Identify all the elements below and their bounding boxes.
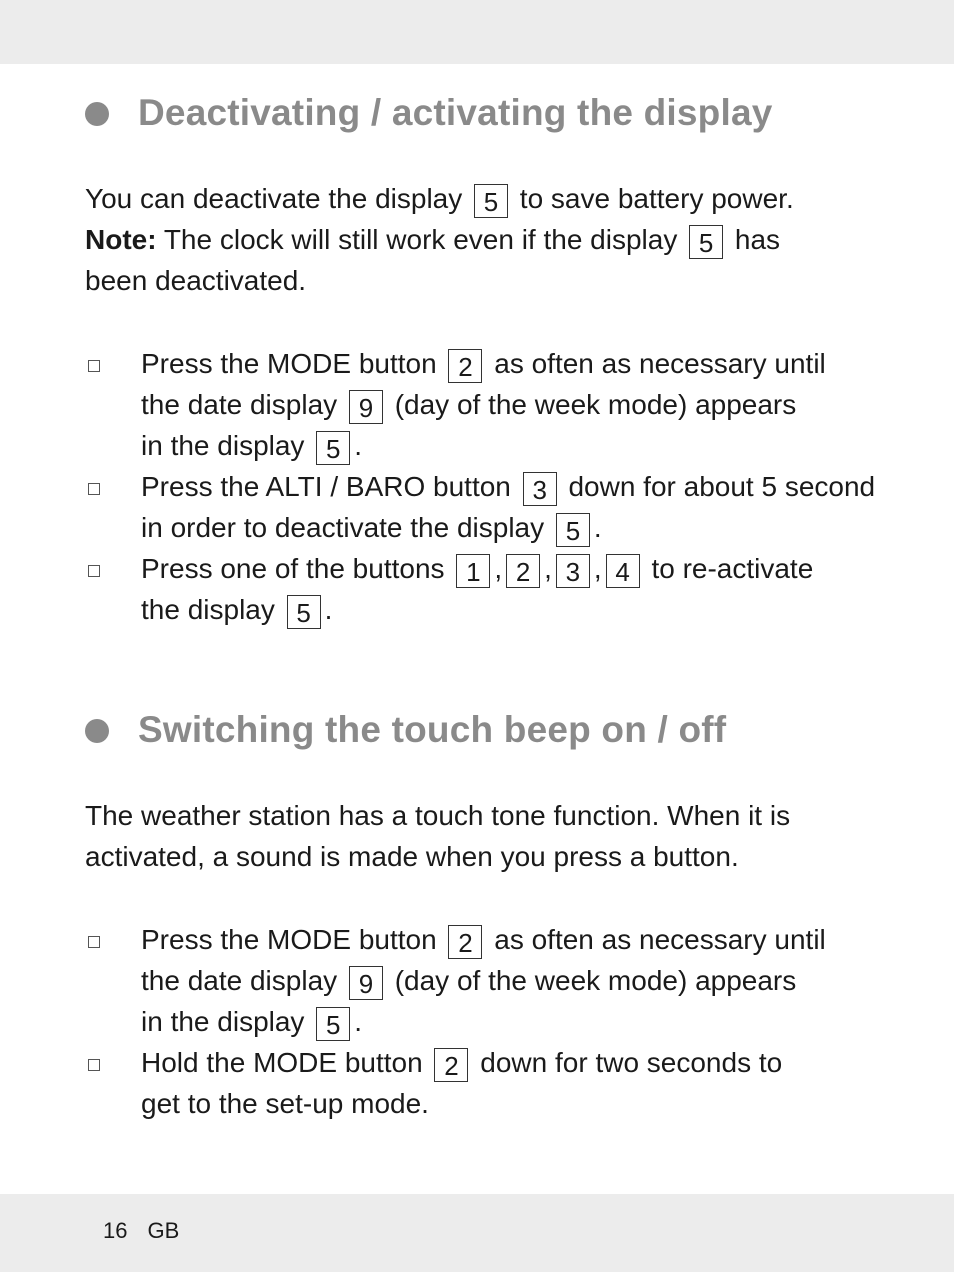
intro-line: been deactivated. [85, 265, 307, 296]
reference-number: 2 [434, 1048, 468, 1082]
checkbox-icon [88, 936, 100, 948]
list-item [85, 548, 885, 630]
checkbox-icon [88, 483, 100, 495]
intro-line: The weather station has a touch tone function. When it is [85, 800, 791, 831]
reference-number: 5 [316, 1007, 350, 1041]
section-title: Switching the touch beep on / off [138, 709, 727, 750]
step-text: Press the MODE button 2 as often as necessary until the date display 9 (day of the week mode) appears in the display 5 . [141, 924, 826, 1040]
intro-paragraph [85, 178, 865, 301]
section-heading-touch-beep [85, 709, 726, 751]
reference-number: 5 [316, 431, 350, 465]
reference-number: 2 [506, 554, 540, 588]
section-heading-display [85, 92, 773, 134]
page-footer [103, 1218, 179, 1244]
steps-list [85, 343, 885, 630]
reference-number: 1 [456, 554, 490, 588]
reference-number: 5 [556, 513, 590, 547]
list-item [85, 343, 885, 466]
checkbox-icon [88, 360, 100, 372]
reference-number: 2 [448, 349, 482, 383]
checkbox-icon [88, 1059, 100, 1071]
checkbox-icon [88, 565, 100, 577]
intro-line: activated, a sound is made when you press a button. [85, 841, 739, 872]
reference-number: 5 [287, 595, 321, 629]
language-code: GB [147, 1218, 180, 1243]
step-text: Hold the MODE button 2 down for two seconds to get to the set-up mode. [141, 1047, 783, 1119]
reference-number: 3 [523, 472, 557, 506]
reference-number: 9 [349, 966, 383, 1000]
note-line: Note: The clock will still work even if the display 5 has [85, 224, 781, 258]
reference-number: 4 [606, 554, 640, 588]
section-title: Deactivating / activating the display [138, 92, 773, 133]
reference-number: 5 [689, 225, 723, 259]
bullet-dot-icon [85, 102, 109, 126]
reference-number: 2 [448, 925, 482, 959]
intro-line: You can deactivate the display 5 to save battery power. [85, 183, 794, 217]
steps-list [85, 919, 885, 1124]
reference-number: 5 [474, 184, 508, 218]
list-item [85, 1042, 885, 1124]
page-number: 16 [103, 1218, 128, 1243]
step-text: Press the MODE button 2 as often as necessary until the date display 9 (day of the week mode) appears in the display 5 . [141, 348, 826, 464]
reference-number: 3 [556, 554, 590, 588]
list-item [85, 919, 885, 1042]
note-label: Note: [85, 224, 157, 255]
reference-number: 9 [349, 390, 383, 424]
intro-paragraph [85, 795, 865, 877]
list-item [85, 466, 885, 548]
step-text: Press the ALTI / BARO button 3 down for about 5 second in order to deactivate the display 5 . [141, 471, 876, 546]
step-text: Press one of the buttons 1 , 2 , 3 , 4 to re-activate the display 5 . [141, 553, 814, 628]
bullet-dot-icon [85, 719, 109, 743]
header-band [0, 0, 954, 64]
